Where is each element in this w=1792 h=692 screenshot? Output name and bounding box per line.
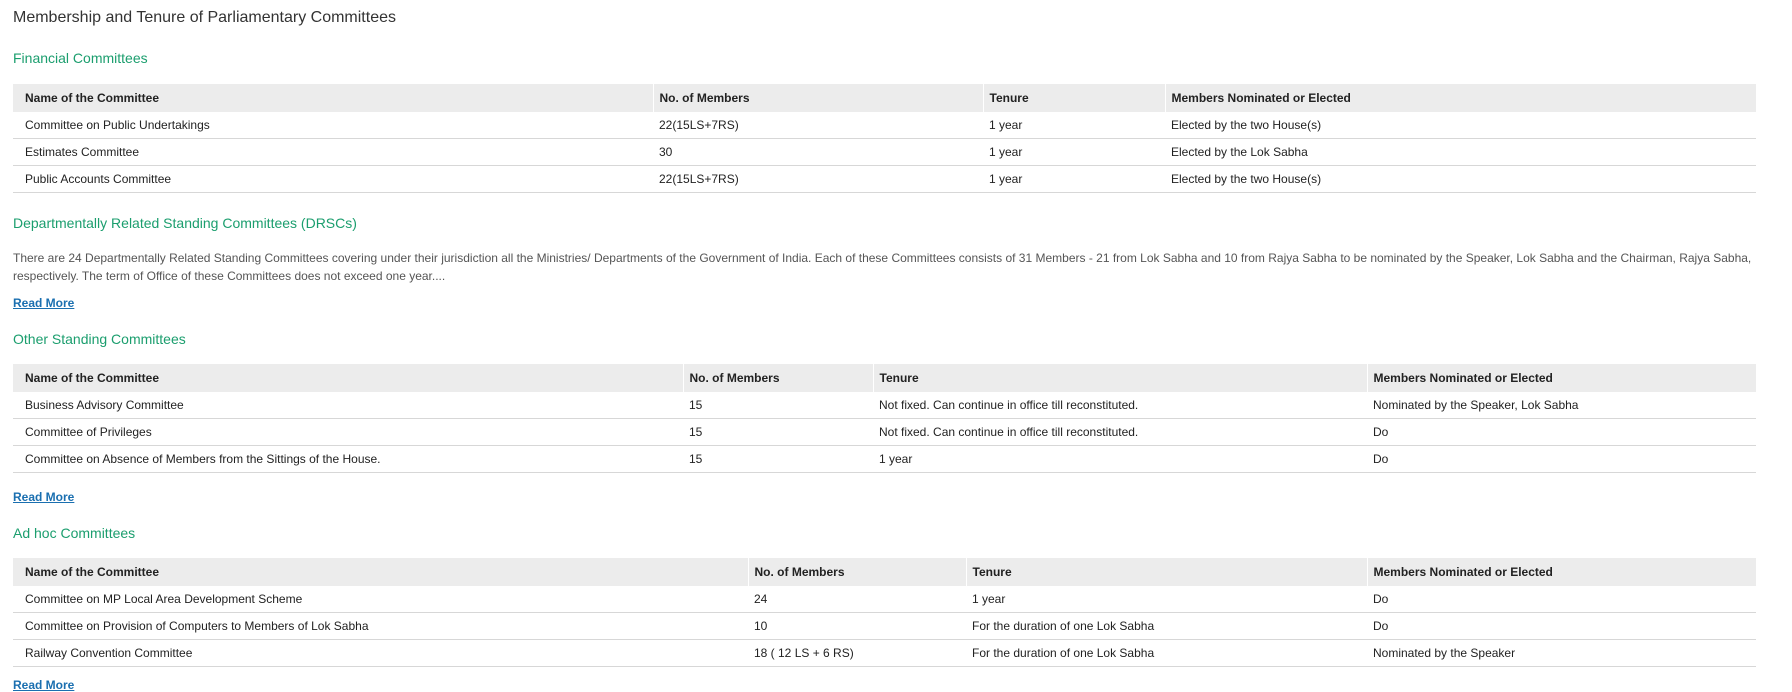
cell-tenure: 1 year — [983, 112, 1165, 139]
other-standing-read-more-link[interactable]: Read More — [13, 490, 75, 504]
adhoc-committees-heading: Ad hoc Committees — [13, 525, 136, 541]
table-row — [13, 139, 1756, 166]
column-header-nominated: Members Nominated or Elected — [1165, 84, 1756, 112]
cell-nominated: Nominated by the Speaker, Lok Sabha — [1367, 392, 1756, 419]
table-row — [13, 112, 1756, 139]
cell-members: 30 — [653, 139, 983, 166]
cell-committee-name: Committee on Provision of Computers to Members of Lok Sabha — [13, 613, 748, 640]
cell-tenure: 1 year — [983, 139, 1165, 166]
column-header-members: No. of Members — [653, 84, 983, 112]
drsc-read-more-link[interactable]: Read More — [13, 296, 75, 310]
cell-nominated: Do — [1367, 419, 1756, 446]
other-standing-committees-table — [13, 364, 1756, 473]
cell-nominated: Elected by the two House(s) — [1165, 166, 1756, 193]
cell-committee-name: Committee on Public Undertakings — [13, 112, 653, 139]
cell-members: 24 — [748, 586, 966, 613]
page-title: Membership and Tenure of Parliamentary Committees — [13, 9, 396, 26]
cell-committee-name: Committee on Absence of Members from the Sittings of the House. — [13, 446, 683, 473]
column-header-name: Name of the Committee — [13, 84, 653, 112]
cell-tenure: 1 year — [873, 446, 1367, 473]
cell-committee-name: Public Accounts Committee — [13, 166, 653, 193]
cell-committee-name: Estimates Committee — [13, 139, 653, 166]
cell-nominated: Elected by the Lok Sabha — [1165, 139, 1756, 166]
column-header-name: Name of the Committee — [13, 558, 748, 586]
financial-committees-heading: Financial Committees — [13, 50, 148, 66]
adhoc-read-more-link[interactable]: Read More — [13, 678, 75, 692]
cell-nominated: Elected by the two House(s) — [1165, 112, 1756, 139]
table-row — [13, 392, 1756, 419]
cell-members: 22(15LS+7RS) — [653, 112, 983, 139]
table-row — [13, 166, 1756, 193]
cell-members: 10 — [748, 613, 966, 640]
table-header-row — [13, 364, 1756, 392]
cell-committee-name: Railway Convention Committee — [13, 640, 748, 667]
table-header-row — [13, 84, 1756, 112]
column-header-tenure: Tenure — [983, 84, 1165, 112]
cell-members: 15 — [683, 446, 873, 473]
cell-members: 15 — [683, 392, 873, 419]
column-header-members: No. of Members — [748, 558, 966, 586]
table-row — [13, 586, 1756, 613]
cell-committee-name: Committee of Privileges — [13, 419, 683, 446]
cell-nominated: Do — [1367, 446, 1756, 473]
column-header-nominated: Members Nominated or Elected — [1367, 558, 1756, 586]
cell-tenure: For the duration of one Lok Sabha — [966, 613, 1367, 640]
table-row — [13, 640, 1756, 667]
column-header-tenure: Tenure — [966, 558, 1367, 586]
cell-committee-name: Committee on MP Local Area Development Scheme — [13, 586, 748, 613]
column-header-members: No. of Members — [683, 364, 873, 392]
drsc-description: There are 24 Departmentally Related Standing Committees covering under their jurisdiction all the Ministries/ Departments of the Government of India. Each of these Committees consists of 31 Members - 21 from Lok Sabha and 10 from Rajya Sabha to be nominated by the Speaker, Lok Sabha and the Chairman, Rajya Sabha, respectively. The term of Office of these Committees does not exceed one year.... — [13, 251, 1752, 283]
cell-members: 18 ( 12 LS + 6 RS) — [748, 640, 966, 667]
cell-committee-name: Business Advisory Committee — [13, 392, 683, 419]
cell-nominated: Do — [1367, 613, 1756, 640]
column-header-tenure: Tenure — [873, 364, 1367, 392]
cell-tenure: For the duration of one Lok Sabha — [966, 640, 1367, 667]
drsc-heading: Departmentally Related Standing Committees (DRSCs) — [13, 215, 357, 231]
cell-members: 22(15LS+7RS) — [653, 166, 983, 193]
column-header-nominated: Members Nominated or Elected — [1367, 364, 1756, 392]
cell-nominated: Nominated by the Speaker — [1367, 640, 1756, 667]
table-row — [13, 446, 1756, 473]
table-row — [13, 613, 1756, 640]
financial-committees-table — [13, 84, 1756, 193]
cell-tenure: 1 year — [966, 586, 1367, 613]
column-header-name: Name of the Committee — [13, 364, 683, 392]
adhoc-committees-table — [13, 558, 1756, 667]
other-standing-committees-heading: Other Standing Committees — [13, 331, 186, 347]
cell-members: 15 — [683, 419, 873, 446]
cell-nominated: Do — [1367, 586, 1756, 613]
table-header-row — [13, 558, 1756, 586]
cell-tenure: 1 year — [983, 166, 1165, 193]
table-row — [13, 419, 1756, 446]
cell-tenure: Not fixed. Can continue in office till reconstituted. — [873, 392, 1367, 419]
cell-tenure: Not fixed. Can continue in office till reconstituted. — [873, 419, 1367, 446]
